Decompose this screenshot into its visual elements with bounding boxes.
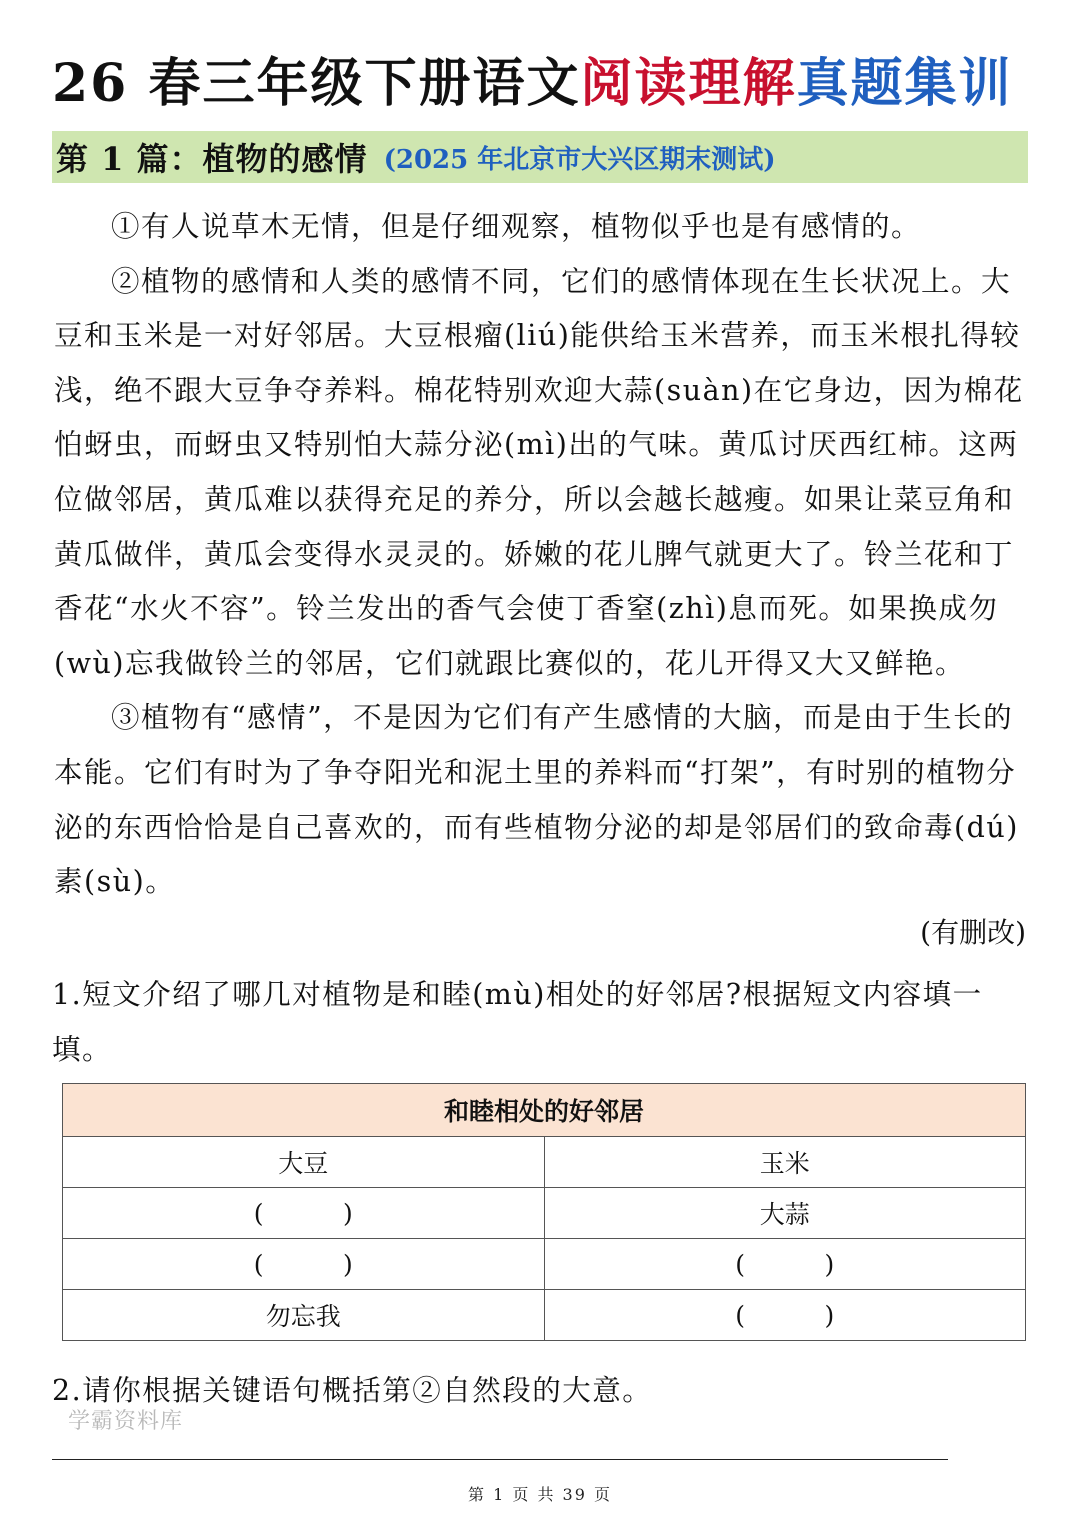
question-2: 2.请你根据关键语句概括第②自然段的大意。 <box>52 1374 653 1407</box>
paragraph-2: ②植物的感情和人类的感情不同，它们的感情体现在生长状况上。大豆和玉米是一对好邻居。大豆根瘤(liú)能供给玉米营养，而玉米根扎得较浅，绝不跟大豆争夺养料。棉花特别欢迎大蒜(suàn)在它身边，因为棉花怕蚜虫，而蚜虫又特别怕大蒜分泌(mì)出的气味。黄瓜讨厌西红柿。这两位做邻居，黄瓜难以获得充足的养分，所以会越长越瘦。如果让菜豆角和黄瓜做伴，黄瓜会变得水灵灵的。娇嫩的花儿脾气就更大了。铃兰花和丁香花“水火不容”。铃兰发出的香气会使丁香窒(zhì)息而死。如果换成勿(wù)忘我做铃兰的邻居，它们就跟比赛似的，花儿开得又大又鲜艳。 <box>54 264 1024 680</box>
question-1: 1.短文介绍了哪几对植物是和睦(mù)相处的好邻居?根据短文内容填一填。 <box>52 978 983 1066</box>
paragraph-3: ③植物有“感情”，不是因为它们有产生感情的大脑，而是由于生长的本能。它们有时为了争夺阳光和泥土里的养料而“打架”，有时别的植物分泌的东西恰恰是自己喜欢的，而有些植物分泌的却是邻居们的致命毒(dú)素(sù)。 <box>54 701 1019 899</box>
page-title <box>52 48 1042 120</box>
title-reading-part: 阅读理解 <box>580 53 797 114</box>
table-cell: 大蒜 <box>544 1188 1026 1239</box>
answer-line[interactable] <box>52 1459 948 1460</box>
table-row <box>63 1239 1026 1290</box>
section-header <box>52 131 1028 183</box>
title-training-part: 真题集训 <box>796 53 1013 114</box>
paragraph-1: ①有人说草木无情，但是仔细观察，植物似乎也是有感情的。 <box>111 210 922 243</box>
section-title: 第 1 篇：植物的感情 <box>56 140 368 178</box>
revision-note: (有删改) <box>920 916 1026 949</box>
table-row <box>63 1290 1026 1341</box>
table-row <box>63 1188 1026 1239</box>
page-footer: 第 1 页 共 39 页 <box>468 1485 612 1504</box>
table-cell: 玉米 <box>544 1137 1026 1188</box>
watermark: 学霸资料库 <box>68 1409 184 1434</box>
answer-blank[interactable]: ( ) <box>63 1239 545 1290</box>
table-cell: 大豆 <box>63 1137 545 1188</box>
table-header: 和睦相处的好邻居 <box>63 1084 1026 1137</box>
table-cell: 勿忘我 <box>63 1290 545 1341</box>
article-body <box>54 200 1034 910</box>
answer-blank[interactable]: ( ) <box>544 1239 1026 1290</box>
answer-blank[interactable]: ( ) <box>63 1188 545 1239</box>
answer-blank[interactable]: ( ) <box>544 1290 1026 1341</box>
section-source: (2025 年北京市大兴区期末测试) <box>383 144 776 175</box>
neighbors-table <box>62 1083 1026 1341</box>
table-row <box>63 1137 1026 1188</box>
title-grade-part: 26 春三年级下册语文 <box>52 53 581 114</box>
